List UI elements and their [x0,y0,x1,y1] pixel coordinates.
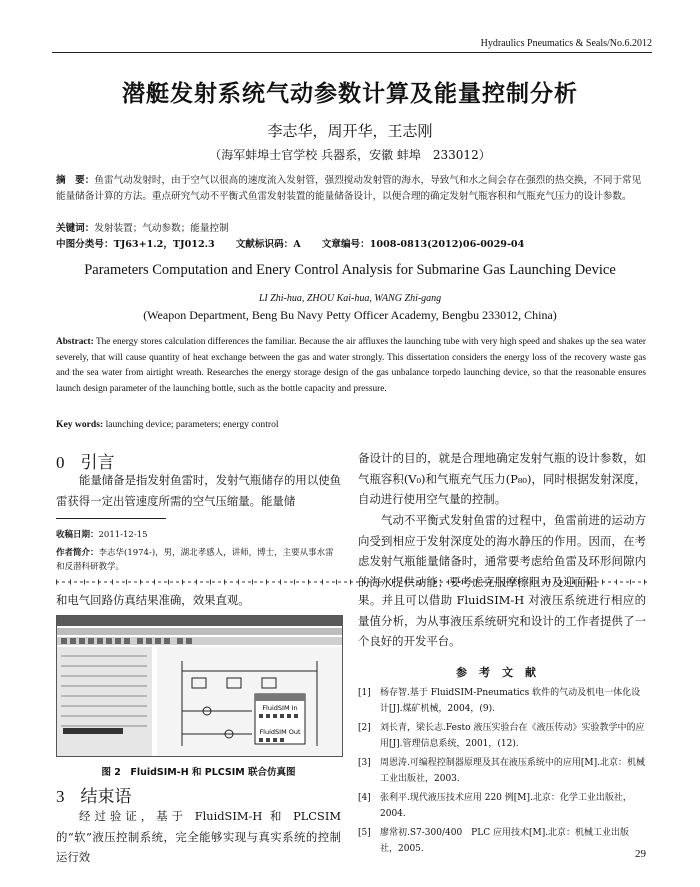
lower-right-text: 果。并且可以借助 FluidSIM-H 对液压系统进行相应的量值分析，为从事液压系统研究和设计的工作者提供了一个良好的开发平台。 [358,593,646,648]
intro-paragraph-right: 备设计的目的，就是合理地确定发射气瓶的设计参数，如气瓶容积(V₀)和气瓶充气压力(P₈₀)，同时根据发射深度，自动进行使用空气量的控制。 [358,451,646,506]
section-heading-intro: 0 引言 [56,453,115,473]
simulation-diagram [57,616,342,756]
lower-left-text: 和电气回路仿真结果准确，效果直观。 [56,593,250,607]
chinese-affiliation: （海军蚌埠士官学校 兵器系，安徽 蚌埠 233012） [209,148,491,162]
english-keywords-text: launching device; parameters; energy control [105,419,279,430]
article-number: 文章编号：1008-0813(2012)06-0029-04 [321,239,525,250]
panel-title-in: FluidSIM In [262,704,298,712]
chinese-abstract [56,173,646,205]
references-heading: 参考文献 [456,666,548,679]
reference-item: [1] 杨存智.基于 FluidSIM-Pneumatics 软件的气动及机电一体化设计[J].煤矿机械，2004，(9). [358,688,641,714]
reference-item: [5] 廖常初.S7-300/400 PLC 应用技术[M].北京：机械工业出版社，2005. [358,828,630,854]
document-code: 文献标识码：A [235,239,301,250]
header-rule [52,52,652,53]
chinese-title: 潜艇发射系统气动参数计算及能量控制分析 [122,81,578,107]
footnote-rule [56,518,166,519]
reference-item: [4] 张利平.现代液压技术应用 220 例[M].北京：化学工业出版社，2004. [358,793,632,819]
english-title: Parameters Computation and Enery Control Analysis for Submarine Gas Launching Device [84,262,616,278]
reference-item: [2] 刘长青，梁长志.Festo 液压实验台在《液压传动》实验教学中的应用[J].管理信息系统，2001，(12). [358,723,645,749]
english-abstract [56,335,646,397]
simulation-screenshot-figure [56,615,343,757]
english-abstract-text: The energy stores calculation differences the familiar. Because the air affluxes the launching tube with very high speed and shakes up the sea water severely, that will cause quantity of heat exchange between the gas and water strongly. This dissertation considers the energy loss of the recovery waste gas and the sea water from airtight wreath. Researches the energy storage design of the gas unbalance torpedo launching device, so that the reasonable ensures launch design parameter of the launching bottle, such as the bottle capacity and pressure. [56,337,646,394]
footnote-author: 作者简介：李志华(1974-)，男，湖北孝感人，讲师，博士，主要从事水雷和反潜科研教学。 [56,548,334,572]
panel-title-out: FluidSIM Out [259,728,301,736]
abstract-label: 摘 要： [56,175,95,186]
abstract-text: 鱼雷气动发射时，由于空气以很高的速度流入发射管，强烈搅动发射管的海水，导致气和水之间会存在强烈的热交换，不同于常见能量储备计算的方法。重点研究气动不平衡式鱼雷发射装置的能量储备设计，以便合理的确定发射气瓶容积和气瓶充气压力的设计参数。 [56,175,642,202]
reference-item: [3] 周恩涛.可编程控制器原理及其在液压系统中的应用[M].北京：机械工业出版社，2003. [358,758,645,784]
clc: 中图分类号：TJ63+1.2，TJ012.3 [56,239,215,250]
figure-caption: 图 2 FluidSIM-H 和 PLCSIM 联合仿真图 [101,767,296,778]
chinese-authors: 李志华，周开华，王志刚 [267,122,433,140]
english-keywords-label: Key words: [56,419,104,430]
page-number: 29 [635,848,646,860]
conclusion-paragraph: 经过验证，基于 FluidSIM-H 和 PLCSIM 的“软”液压控制系统，完全能够实现与真实系统的控制运行效 [56,809,341,864]
chinese-keywords [56,220,646,234]
running-header: Hydraulics Pneumatics & Seals/No.6.2012 [480,38,652,49]
classification-line [56,236,646,250]
intro-paragraph-left: 能量储备是指发射鱼雷时，发射气瓶储存的用以使鱼雷获得一定出管速度所需的空气压缩量。能量储 [56,473,341,508]
references-list [358,685,646,860]
english-keywords [56,419,646,430]
english-abstract-label: Abstract: [56,337,94,347]
english-authors: LI Zhi-hua, ZHOU Kai-hua, WANG Zhi-gang [258,293,442,304]
english-affiliation: (Weapon Department, Beng Bu Navy Petty Officer Academy, Bengbu 233012, China) [143,308,557,322]
footnote-received: 收稿日期：2011-12-15 [56,530,148,540]
section-heading-conclusion: 3 结束语 [56,787,132,807]
intro-paragraph-right-2: 气动不平衡式发射鱼雷的过程中，鱼雷前进的运动方向受到相应于发射深度处的海水静压的作用。因而，在考虑发射气瓶能量储备时，通常要考虑给鱼雷及环形间隙内的海水提供动能；要考虑克服摩擦阻力及迎面阻 [358,513,646,589]
keywords-text: 发射装置；气动参数；能量控制 [94,223,229,234]
column-break-divider [56,579,648,585]
keywords-label: 关键词： [56,223,95,234]
